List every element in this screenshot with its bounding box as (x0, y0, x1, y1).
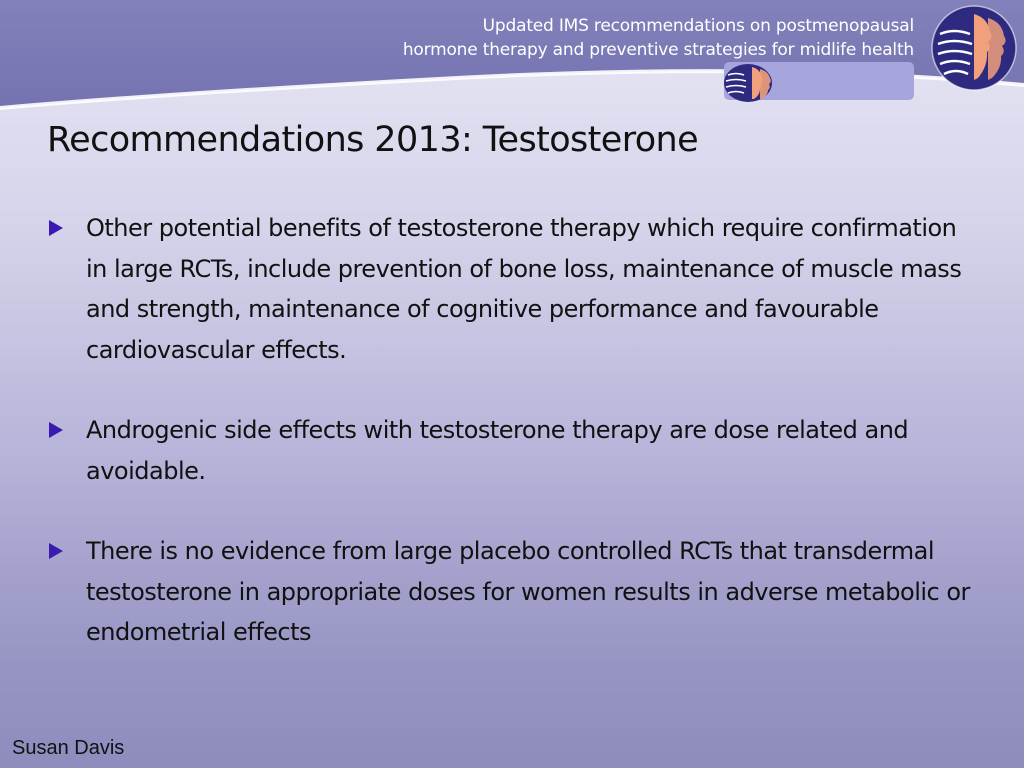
ims-faces-logo-icon-small (722, 63, 782, 103)
bullet-text: Androgenic side effects with testosterone therapy are dose related and avoidable. (86, 416, 909, 485)
bullet-list (47, 208, 977, 693)
slide-title: Recommendations 2013: Testosterone (47, 120, 699, 160)
footer-author: Susan Davis (12, 737, 125, 759)
triangle-bullet-icon (49, 220, 63, 236)
bullet-item (47, 410, 977, 491)
triangle-bullet-icon (49, 543, 63, 559)
header-title-line-1: Updated IMS recommendations on postmenopausal (482, 16, 914, 36)
header-title-line-2: hormone therapy and preventive strategies for midlife health (402, 40, 914, 60)
header-title (354, 14, 914, 62)
bullet-item (47, 208, 977, 370)
bullet-text: Other potential benefits of testosterone therapy which require confirmation in large RCTs, include prevention of bone loss, maintenance of muscle mass and strength, maintenance of cognitive performance and favourable cardiovascular effects. (86, 214, 962, 364)
bullet-item (47, 531, 977, 653)
ims-faces-logo-icon (930, 4, 1018, 92)
bullet-text: There is no evidence from large placebo controlled RCTs that transdermal testosterone in appropriate doses for women results in adverse metabolic or endometrial effects (86, 537, 970, 646)
triangle-bullet-icon (49, 422, 63, 438)
